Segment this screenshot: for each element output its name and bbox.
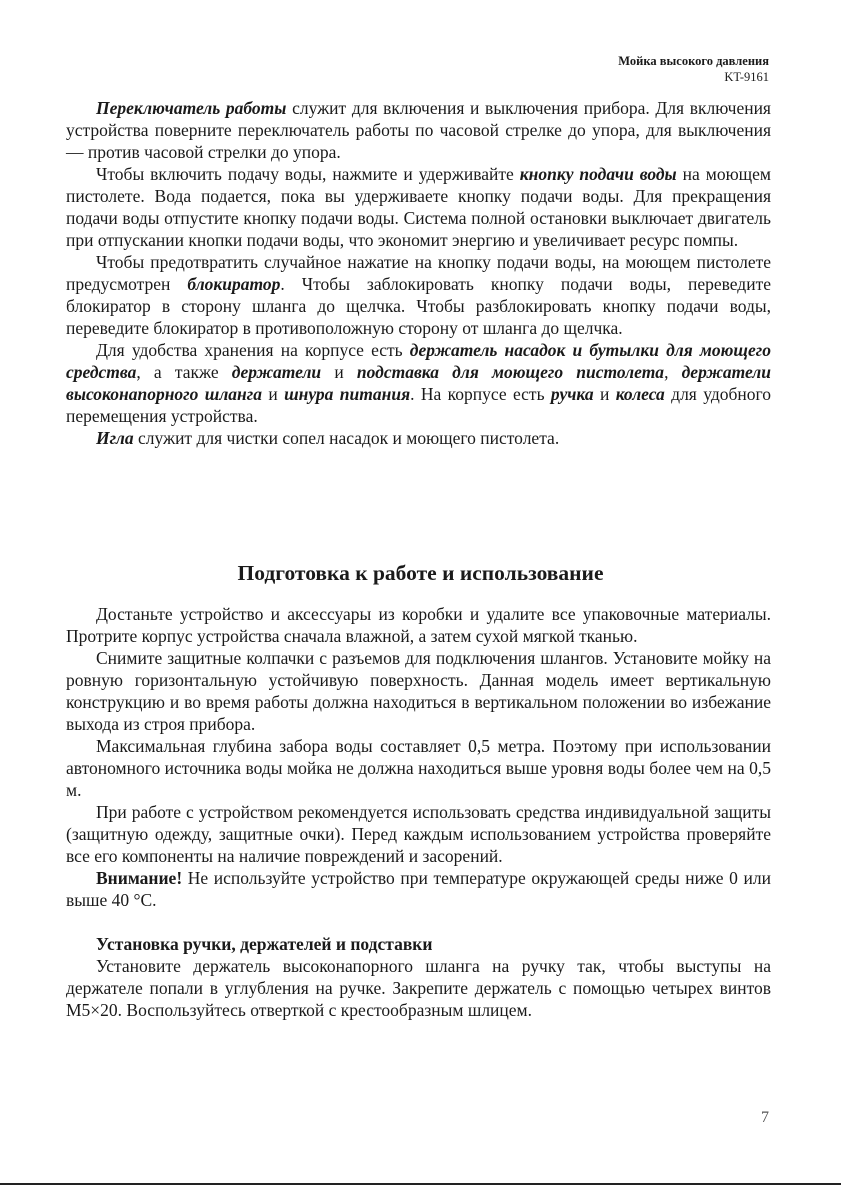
header-title: Мойка высокого давления bbox=[618, 54, 769, 68]
page-number: 7 bbox=[761, 1109, 769, 1126]
term-switch: Переключатель работы bbox=[96, 98, 287, 118]
paragraph-depth: Максимальная глубина забора воды составляет 0,5 метра. Поэтому при использовании автономного источника воды мойка не должна находиться выше уровня воды более чем на 0,5 м. bbox=[66, 736, 771, 800]
paragraph-caps: Снимите защитные колпачки с разъемов для подключения шлангов. Установите мойку на ровную горизонтальную устойчивую поверхность. Данная модель имеет вертикальную конструкцию и во время работы должна находиться в вертикальном положении во избежание выхода из строя прибора. bbox=[66, 648, 771, 734]
paragraph-protection: При работе с устройством рекомендуется использовать средства индивидуальной защиты (защитную одежду, защитные очки). Перед каждым использованием устройства проверяйте все его компоненты на наличие повреждений и засорений. bbox=[66, 802, 771, 866]
paragraph-needle: Игла служит для чистки сопел насадок и моющего пистолета. bbox=[96, 428, 560, 448]
paragraph-install: Установите держатель высоконапорного шланга на ручку так, чтобы выступы на держателе попали в углубления на ручке. Закрепите держатель с помощью четырех винтов M5×20. Воспользуйтесь отверткой с крестообразным шлицем. bbox=[66, 956, 771, 1020]
paragraph-storage: Для удобства хранения на корпусе есть держатель насадок и бутылки для моющего средства, а также держатели и подставка для моющего пистолета, держатели высоконапорного шланга и шнура питания. На корпусе есть ручка и колеса для удобного перемещения устройства. bbox=[66, 340, 772, 426]
paragraph-unpack: Достаньте устройство и аксессуары из коробки и удалите все упаковочные материалы. Протрите корпус устройства сначала влажной, а затем сухой мягкой тканью. bbox=[66, 604, 771, 646]
warning-label: Внимание! bbox=[96, 868, 183, 888]
paragraph-lock: Чтобы предотвратить случайное нажатие на кнопку подачи воды, на моющем пистолете предусмотрен блокиратор. Чтобы заблокировать кнопку подачи воды, переведите блокиратор в сторону шланга до щелчка. Чтобы разблокировать кнопку подачи воды, переведите блокиратор в противоположную сторону от шланга до щелчка. bbox=[66, 252, 771, 338]
section-body bbox=[66, 603, 771, 1021]
page-header bbox=[618, 53, 769, 85]
paragraph-switch: Переключатель работы служит для включения и выключения прибора. Для включения устройства поверните переключатель работы по часовой стрелке до упора, для выключения — против часовой стрелки до упора. bbox=[66, 98, 771, 162]
section-title: Подготовка к работе и использование bbox=[237, 561, 604, 585]
subheading-install: Установка ручки, держателей и подставки bbox=[96, 934, 433, 954]
term-water-button: кнопку подачи воды bbox=[519, 164, 677, 184]
term-needle: Игла bbox=[96, 428, 134, 448]
term-lock: блокиратор bbox=[187, 274, 281, 294]
intro-body bbox=[66, 97, 771, 449]
header-model: KT-9161 bbox=[724, 70, 769, 84]
paragraph-water-button: Чтобы включить подачу воды, нажмите и удерживайте кнопку подачи воды на моющем пистолете. Вода подается, пока вы удерживаете кнопку подачи воды. Для прекращения подачи воды отпустите кнопку подачи воды. Система полной остановки выключает двигатель при отпускании кнопки подачи воды, что экономит энергию и увеличивает ресурс помпы. bbox=[66, 164, 771, 250]
paragraph-warning: Внимание! Не используйте устройство при температуре окружающей среды ниже 0 или выше 40 °С. bbox=[66, 868, 771, 910]
